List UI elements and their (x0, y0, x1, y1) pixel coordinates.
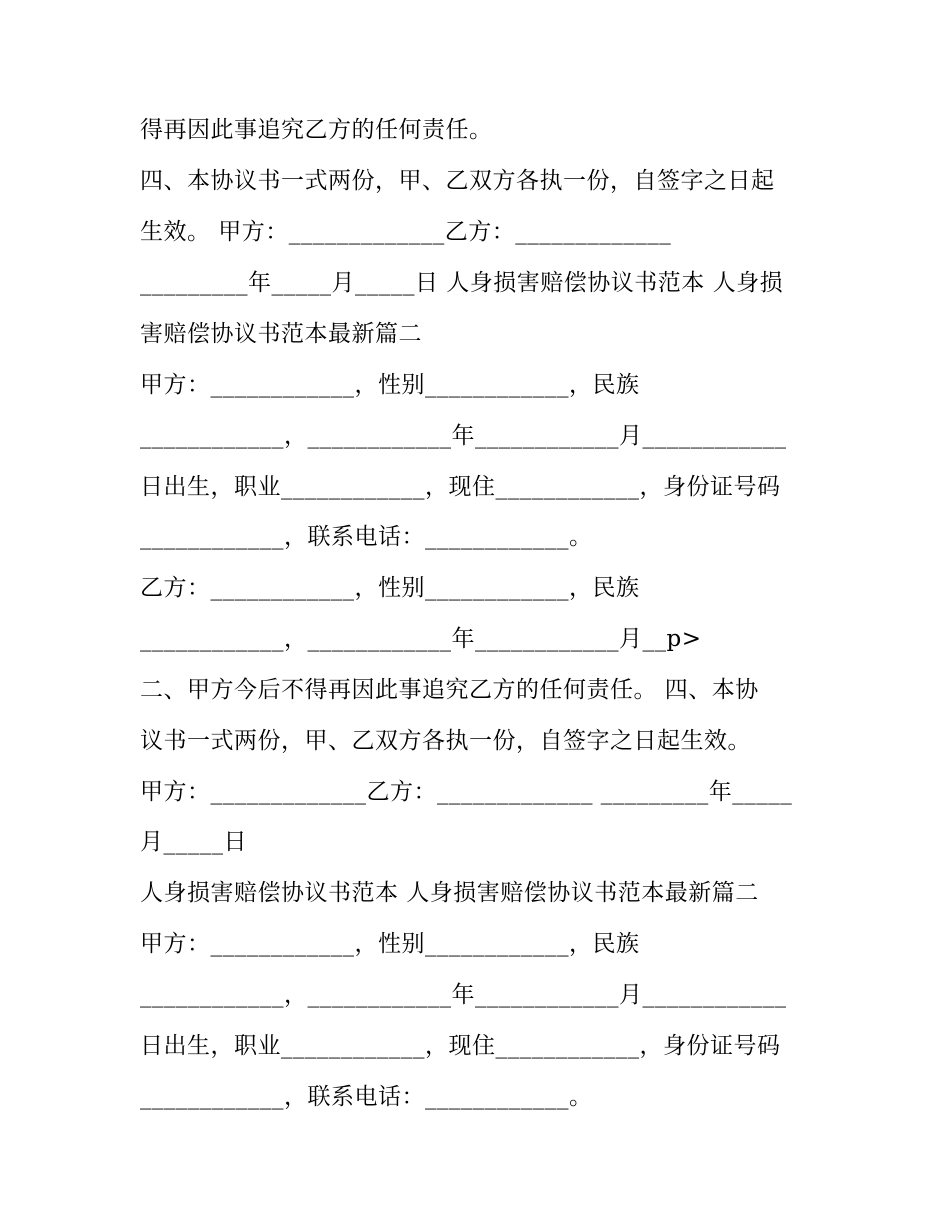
text-line: 生效。 甲方：_____________乙方：_____________ (140, 219, 672, 245)
text-line: 甲方：____________，性别____________，民族 (140, 372, 640, 398)
text-line: 甲方：____________，性别____________，民族 (140, 931, 640, 957)
text-line: 二、甲方今后不得再因此事追究乙方的任何责任。 四、本协 (140, 677, 759, 703)
text-line: 议书一式两份，甲、乙双方各执一份，自签字之日起生效。 (140, 728, 751, 754)
text-line: 害赔偿协议书范本最新篇二 (140, 321, 422, 347)
text-line: 日出生，职业____________，现住____________，身份证号码 (140, 474, 781, 500)
text-line: 人身损害赔偿协议书范本 人身损害赔偿协议书范本最新篇二 (140, 880, 759, 906)
text-line: 日出生，职业____________，现住____________，身份证号码 (140, 1033, 781, 1059)
text-line: 四、本协议书一式两份，甲、乙双方各执一份，自签字之日起 (140, 168, 775, 194)
text-line: ____________，____________年____________月____________ (140, 423, 787, 449)
text-line: 乙方：____________，性别____________，民族 (140, 575, 640, 601)
text-line: ____________，____________年____________月__p> (140, 626, 702, 652)
text-line: ____________，联系电话：____________。 (140, 1084, 593, 1110)
text-line: ____________，____________年____________月____________ (140, 982, 787, 1008)
text-line: _________年_____月_____日 人身损害赔偿协议书范本 人身损 (140, 270, 784, 296)
text-line: 得再因此事追究乙方的任何责任。 (140, 117, 493, 143)
text-line: 甲方：_____________乙方：_____________ _________年_____ (140, 779, 793, 805)
text-line: ____________，联系电话：____________。 (140, 524, 593, 550)
text-line: 月_____日 (140, 829, 247, 855)
